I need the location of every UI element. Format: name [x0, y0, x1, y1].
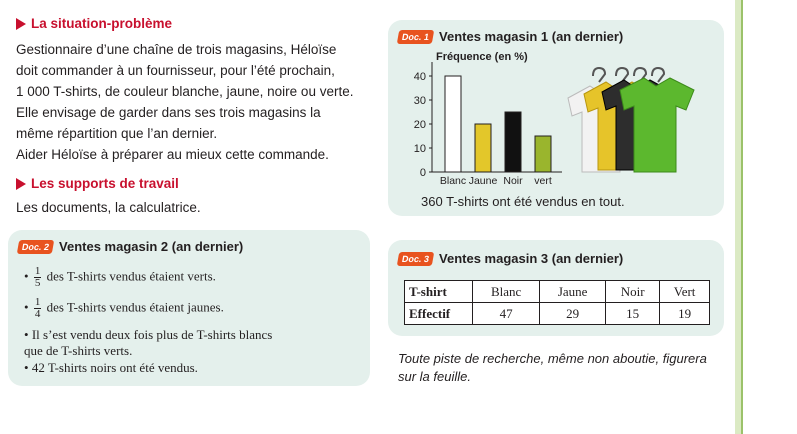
y-axis-label: Fréquence (en %) [436, 51, 528, 63]
doc3-badge: Doc. 3 [397, 252, 434, 266]
doc1-title: Doc. 1 Ventes magasin 1 (an dernier) [398, 29, 623, 44]
y-tick-label: 30 [413, 95, 426, 107]
bar-noir [505, 112, 521, 172]
doc3-table [404, 280, 710, 325]
supports-text: Les documents, la calculatrice. [16, 200, 201, 215]
situation-text: Gestionnaire d’une chaîne de trois magasins, Héloïse doit commander à un fournisseur, pour l’été prochain, 1 000 T-shirts, de couleur blanche, jaune, noire ou verte. Elle envisage de garder dans ses trois magasins la même répartition que l’an dernier. Aider Héloïse à préparer au mieux cette commande. [16, 42, 354, 162]
x-tick-label: Noir [503, 175, 523, 187]
table-header-cell: Vert [660, 281, 710, 303]
doc2-badge: Doc. 2 [17, 240, 54, 254]
table-cell: 47 [473, 303, 540, 325]
fraction-1-5: $\frac{1}{5}$ [34, 265, 41, 289]
bar-vert [535, 136, 551, 172]
table-header-cell: Blanc [473, 281, 540, 303]
table-header-cell: T-shirt [405, 281, 473, 303]
y-tick-label: 40 [413, 71, 426, 83]
doc2-item-2: • $\frac{1}{4}$ des T-shirts vendus étaient jaunes. [24, 296, 224, 320]
y-tick-label: 10 [413, 143, 426, 155]
doc2-title: Doc. 2 Ventes magasin 2 (an dernier) [18, 239, 243, 254]
triangle-icon [16, 18, 26, 30]
doc2-item-1: • $\frac{1}{5}$ des T-shirts vendus étaient verts. [24, 265, 216, 289]
x-tick-label: Blanc [439, 175, 467, 187]
table-cell: Effectif [405, 303, 473, 325]
page-edge-line [741, 0, 743, 434]
bar-blanc [445, 76, 461, 172]
x-tick-label: Jaune [468, 175, 498, 187]
triangle-icon [16, 178, 26, 190]
y-tick-label: 0 [419, 167, 426, 179]
table-header-cell: Jaune [540, 281, 606, 303]
table-row [405, 303, 710, 325]
y-tick-label: 20 [413, 119, 426, 131]
x-tick-label: vert [534, 175, 552, 187]
tshirts-illustration [568, 68, 694, 172]
table-header-row [405, 281, 710, 303]
supports-heading: Les supports de travail [16, 176, 179, 191]
table-cell: 29 [540, 303, 606, 325]
table-header-cell: Noir [606, 281, 660, 303]
situation-heading: La situation-problème [16, 16, 172, 31]
doc3-title: Doc. 3 Ventes magasin 3 (an dernier) [398, 251, 623, 266]
doc1-chart [388, 48, 724, 190]
doc2-item-4: • 42 T-shirts noirs ont été vendus. [24, 360, 198, 375]
table-cell: 15 [606, 303, 660, 325]
table-cell: 19 [660, 303, 710, 325]
doc2-item-3: • Il s’est vendu deux fois plus de T-shirts blancs [24, 327, 273, 342]
bar-jaune [475, 124, 491, 172]
footer-note: Toute piste de recherche, même non aboutie, figurera sur la feuille. [398, 351, 707, 384]
doc1-caption: 360 T-shirts ont été vendus en tout. [421, 194, 625, 209]
doc2-item-3b: que de T-shirts verts. [24, 343, 133, 358]
doc1-badge: Doc. 1 [397, 30, 434, 44]
fraction-1-4: $\frac{1}{4}$ [34, 296, 41, 320]
